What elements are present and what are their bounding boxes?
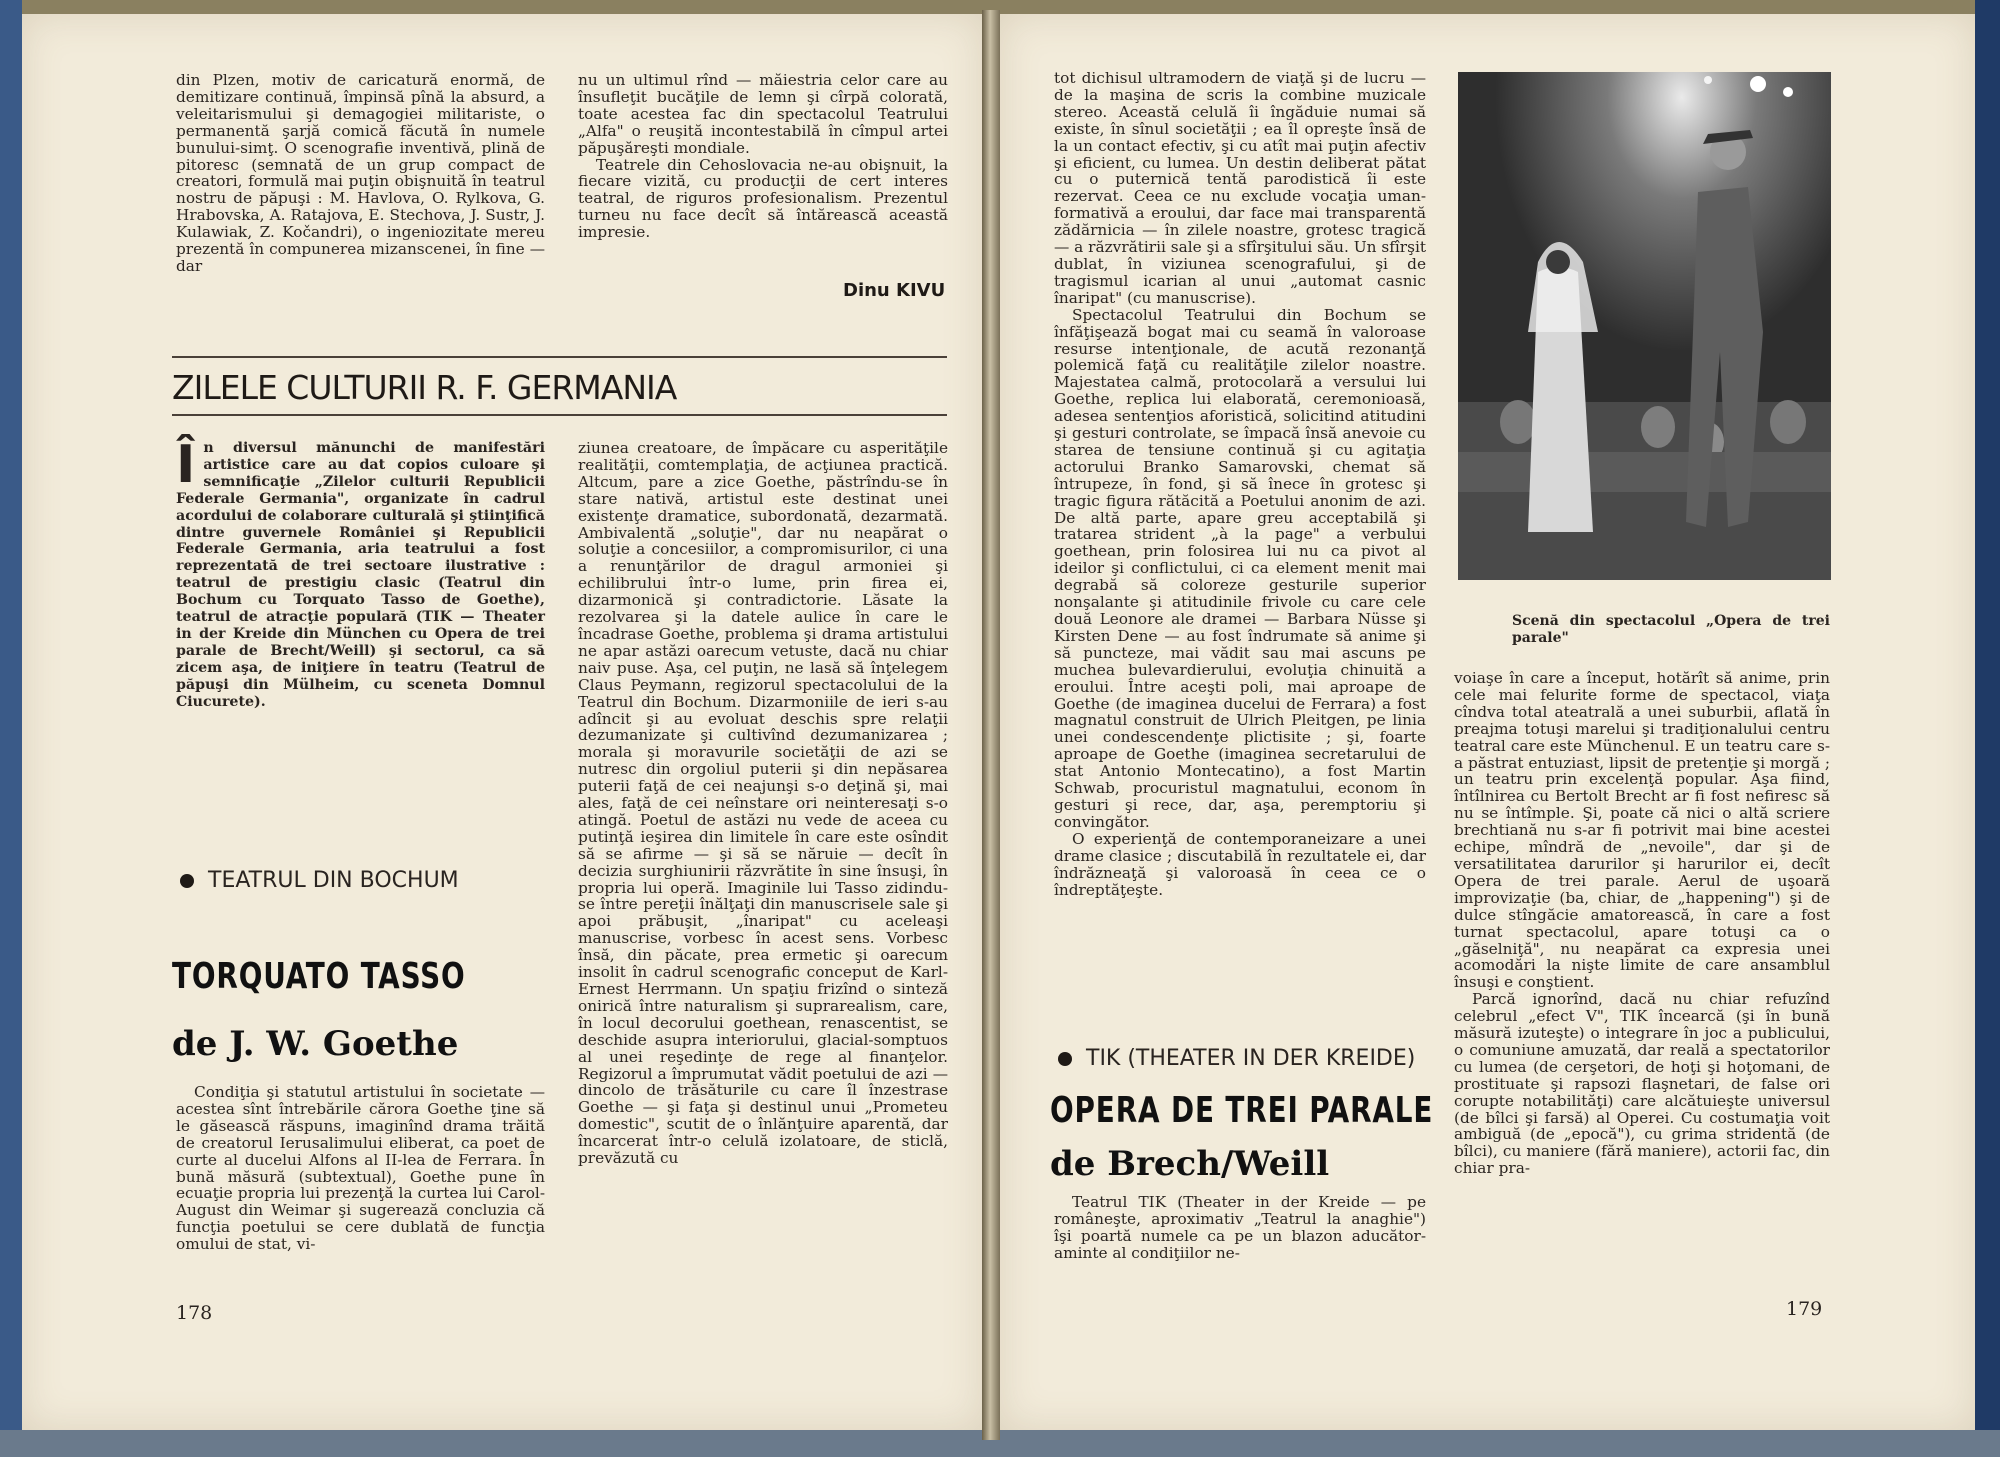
left-col2-top-text: nu un ultimul rînd — măiestria celor care au însufleţit bucăţile de lemn şi cîrpă colorată, toate acestea fac din spectacolul Teatrului „Alfa" o reuşită incontestabilă în cîmpul artei păpuşăreşti mondiale. Teatrele din Cehoslovacia ne-au obişnuit, la fiecare vizită, cu producţii de cert interes teatral, de riguros profesionalism. Prezentul turneu nu face decît să întărească această impresie.	[578, 71, 948, 242]
drop-cap: Î	[176, 435, 196, 495]
stage-photo	[1458, 72, 1831, 580]
right-col2-text: voiaşe în care a început, hotărît să anime, prin cele mai felurite forme de spectacol, viaţa cîndva total ateatrală a unei suburbii, aflată în preajma totuşi marelui şi tradiţionalului centru teatral care este Münchenul. E un teatru care s-a păstrat entuziast, lipsit de pretenţie şi morgă ; un teatru prin excelenţă popular. Aşa fiind, întîlnirea cu Bertolt Brecht ar fi fost nefiresc să nu se întîmple. Şi, poate că nici o altă scriere brechtiană nu s-ar fi potrivit mai bine acestei echipe, mîndră de „nevoile", dar şi de versatilitatea darurilor şi harurilor ei, decît Opera de trei parale. Aerul de uşoară improvizaţie (ba, chiar, de „happening") şi de dulce stîngăcie amatorească, în care a fost turnat spectacolul, apare totuşi ca o „găselniţă", nu neapărat ca expresia unei acomodări la nişte limite de care ansamblul însuşi e conştient. Parcă ignorînd, dacă nu chiar refuzînd celebrul „efect V", TIK încearcă (şi în bună măsură izuteşte) o integrare în joc a publicului, o comuniune amuzată, dar reală a spectatorilor cu lumea (de cerşetori, de hoţi şi hoţomani, de prostituate şi rapsozi flaşnetari, de false ori corupte notabilităţi) care alcătuieşte universul (de bîlci şi farsă) al Operei. Cu costumaţia voit ambiguă (de „epocă"), cu grima stridentă (de bîlci), cu maniere (fără maniere), actorii fac, din chiar pra-	[1454, 669, 1830, 1178]
play-author-brecht: de Brech/Weill	[1050, 1144, 1330, 1184]
section-rule-bottom	[172, 414, 947, 416]
book-cover-left-edge	[0, 0, 22, 1457]
subhead-bochum: TEATRUL DIN BOCHUM	[180, 868, 459, 893]
bullet-icon	[1058, 1052, 1072, 1066]
book-cover-bottom-edge	[0, 1430, 2000, 1457]
left-col2-bottom-text: ziunea creatoare, de împăcare cu asperităţile realităţii, comtemplaţia, de acţiunea practică. Altcum, pare a zice Goethe, păstrîndu-se în stare nativă, artistul este destinat unei existenţe dramatice, subordonată, dezarmată. Ambivalentă „soluţie", dar nu neapărat o soluţie a concesiilor, a compromisurilor, ci una a renunţărilor de dragul armoniei şi echilibrului într-o lume, prin firea ei, dizarmonică şi contradictorie. Lăsate la rezolvarea şi la datele aulice în care le încadrase Goethe, problema şi drama artistului ne apar astăzi oarecum vetuste, dacă nu chiar naiv puse. Aşa, cel puţin, ne lasă să înţelegem Claus Peymann, regizorul spectacolului de la Teatrul din Bochum. Dizarmoniile de ieri s-au adîncit şi au evoluat deschis spre relaţii dezumanizate şi cultivînd dezumanizarea ; morala şi moravurile societăţii de azi se nutresc din orgoliul puterii şi din nepăsarea puterii faţă de cei neajunşi s-o deţină şi, mai ales, faţă de cei neînstare ori neinteresaţi s-o atingă. Poetul de astăzi nu vede de aceea cu putinţă ieşirea din limitele în care este osîndit să se afirme — şi să se năruie — decît în decizia surghiunirii răzvrătite în sine însuşi, în propria lui operă. Imaginile lui Tasso zidindu-se între pereţii înălţaţi din manuscrisele sale şi apoi prăbuşit, „înaripat" cu aceleaşi manuscrise, vorbesc în acest sens. Vorbesc însă, din păcate, prea ermetic şi oarecum insolit în cadrul scenografic conceput de Karl-Ernest Herrmann. Un spaţiu frizînd o sinteză onirică între naturalism şi suprarealism, care, în locul decorului goethean, renascentist, se deschide asupra interiorului, glacial-somptuos al unei reşedinţe de rege al finanţelor. Regizorul a împrumutat vădit poetului de azi — dincolo de trăsăturile cu care îl înzestrase Goethe — şi faţa şi destinul unui „Prometeu domestic", scutit de o înlănţuire aparentă, dar încarcerat într-o celulă izolatoare, de sticlă, prevăzută cu	[578, 439, 948, 1168]
left-col1-top-text: din Plzen, motiv de caricatură enormă, de demitizare continuă, împinsă pînă la absurd, a veleitarismului şi demagogiei militariste, o permanentă şarjă comică făcută în numele bunului-simţ. O scenografie inventivă, plină de pitoresc (semnată de un grup compact de creatori, formulă mai puţin obişnuită în teatrul nostru de păpuşi : M. Havlova, O. Rylkova, G. Hrabovska, A. Ratajova, E. Stechova, J. Sustr, J. Kulawiak, Z. Kočandri), o ingeniozitate mereu prezentă în compunerea mizanscenei, în fine — dar	[176, 71, 545, 275]
book-cover-right-edge	[1975, 0, 2000, 1457]
subhead-tik: TIK (THEATER IN DER KREIDE)	[1058, 1046, 1415, 1071]
article-signature: Dinu KIVU	[843, 280, 946, 301]
intro-paragraph: În diversul mănunchi de manifestări artistice care au dat copios culoare şi semnificaţie „Zilelor culturii Republicii Federale Germania", organizate în cadrul acordului de colaborare culturală şi ştiinţifică dintre guvernele României şi Republicii Federale Germania, aria teatrului a fost reprezentată de trei sectoare ilustrative : teatrul de prestigiu clasic (Teatrul din Bochum cu Torquato Tasso de Goethe), teatrul de atracţie populară (TIK — Theater in der Kreide din München cu Opera de trei parale de Brecht/Weill) şi sectorul, ca să zicem aşa, de iniţiere în teatru (Teatrul de păpuşi din Mülheim, cu sceneta Domnul Ciucurete).	[176, 435, 545, 710]
right-col1-text: tot dichisul ultramodern de viaţă şi de lucru — de la maşina de scris la combine muzicale stereo. Această celulă îi îngăduie numai să existe, în sînul societăţii ; ea îl opreşte însă de la un contact efectiv, şi cu atît mai puţin afectiv şi eficient, cu lumea. Un destin deliberat pătat cu o puternică tentă parodistică îi este rezervat. Ceea ce nu exclude vocaţia uman-formativă a eroului, dar face mai transparentă zădărnicia — în zilele noastre, grotesc tragică — a răzvrătirii sale şi a sfîrşitului său. Un sfîrşit dublat, în viziunea scenografului, şi de tragismul icarian al unui „automat casnic înaripat" (cu manuscrise). Spectacolul Teatrului din Bochum se înfăţişează bogat mai cu seamă în valoroase resurse intenţionale, de acută rezonanţă polemică faţă cu realităţile zilelor noastre. Majestatea calmă, protocolară a versului lui Goethe, replica lui elaborată, ceremonioasă, adesea sentenţios aforistică, solicitind atitudini şi gesturi controlate, se împacă însă anevoie cu starea de tensiune continuă şi cu agitaţia actorului Branko Samarovski, chemat să întrupeze, în fond, şi să înece în grotesc şi tragic figura rătăcită a Poetului anonim de azi. De altă parte, apare greu acceptabilă şi tratarea strident „à la page" a verbului goethean, prin folosirea lui nu ca pivot al ideilor şi conflictului, ci ca element menit mai degrabă să coloreze gesturile superior nonşalante şi atitudinile frivole cu care cele două Leonore ale dramei — Barbara Nüsse şi Kirsten Dene — au fost îndrumate să anime şi să puncteze, mai vădit sau mai ascuns pe muchea bulevardierului, evoluţia chinuită a eroului. Între aceşti poli, mai aproape de Goethe (de imaginea ducelui de Ferrara) a fost magnatul construit de Ulrich Pleitgen, pe linia unei condescendenţe plictisite ; şi, foarte aproape de Goethe (imaginea secretarului de stat Antonio Montecatino), a fost Martin Schwab, procuristul magnatului, econom în gesturi şi rece, dar, aşa, peremptoriu şi convingător. O experienţă de contemporaneizare a unei drame clasice ; discutabilă în rezultatele ei, dar îndrăzneaţă şi valoroasă în ceea ce o îndreptăţeşte.	[1054, 69, 1426, 899]
section-rule-top	[172, 356, 947, 358]
left-col1-bottom-text: Condiţia şi statutul artistului în societate — acestea sînt întrebările cărora Goethe ţine să le găsească răspuns, imaginînd drama trăită de creatorul Ierusalimului eliberat, ca poet de curte al ducelui Alfons al II-lea de Ferrara. În bună măsură (subtextual), Goethe pune în ecuaţie propria lui prezenţă la curtea lui Carol-August din Weimar şi sugerează concluzia că funcţia poetului se cere dublată de funcţia omului de stat, vi-	[176, 1083, 545, 1254]
right-col1-bottom-text: Teatrul TIK (Theater in der Kreide — pe româneşte, aproximativ „Teatrul la anaghie") îşi poartă numele ca pe un blazon aducător-aminte al condiţiilor ne-	[1054, 1193, 1426, 1262]
play-title-opera: OPERA DE TREI PARALE	[1050, 1090, 1434, 1131]
stage-photo-image	[1458, 72, 1831, 580]
play-author-goethe: de J. W. Goethe	[172, 1024, 459, 1064]
photo-caption: Scenă din spectacolul „Opera de trei parale"	[1512, 613, 1830, 646]
page-number-right: 179	[1786, 1298, 1823, 1320]
bullet-icon	[180, 874, 194, 888]
play-title-tasso: TORQUATO TASSO	[172, 956, 466, 997]
book-gutter	[982, 10, 1000, 1440]
section-title: ZILELE CULTURII R. F. GERMANIA	[172, 368, 677, 407]
page-number-left: 178	[176, 1302, 213, 1324]
